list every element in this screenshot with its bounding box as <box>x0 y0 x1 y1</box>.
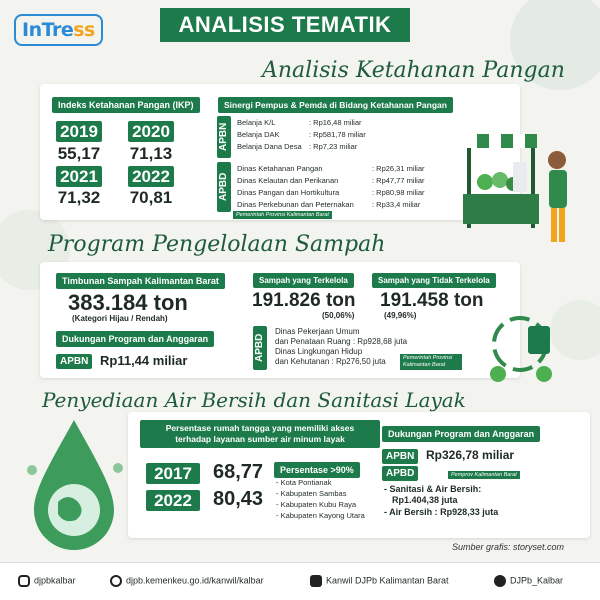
tidak-terkelola-pct: (49,96%) <box>384 311 417 320</box>
over90-list <box>276 478 365 522</box>
section-heading-air-bersih: Penyediaan Air Bersih dan Sanitasi Layak <box>42 388 466 412</box>
footer-web[interactable] <box>110 575 264 587</box>
apbd-air-line: - Air Bersih : Rp928,33 juta <box>384 507 499 517</box>
timbunan-header: Timbunan Sampah Kalimantan Barat <box>56 273 225 289</box>
footer-facebook[interactable] <box>310 575 449 587</box>
apbd-sampah-line: dan Kehutanan : Rp276,50 juta <box>275 357 386 366</box>
apbn-air-label: APBN <box>382 449 418 464</box>
terkelola-value: 191.826 ton <box>252 290 356 311</box>
apbd-list <box>237 164 452 212</box>
facebook-icon <box>310 575 322 587</box>
apbd-row: Dinas Pangan dan Hortikultura : Rp80,98 miliar <box>237 188 425 197</box>
ikp-year-2019: 2019 <box>56 121 102 142</box>
water-drop-globe-illustration <box>14 410 134 550</box>
tidak-terkelola-header: Sampah yang Tidak Terkelola <box>372 273 496 288</box>
timbunan-value: 383.184 ton <box>68 290 188 315</box>
ikp-value-2022: 70,81 <box>129 188 173 207</box>
apbd-sampah-line: Dinas Lingkungan Hidup <box>275 347 363 356</box>
over90-item: - Kabupaten Sambas <box>276 489 347 498</box>
apbd-sampah-line: dan Penataan Ruang : Rp928,68 juta <box>275 337 408 346</box>
apbn-air-value: Rp326,78 miliar <box>426 448 515 462</box>
akses-value-2022: 80,43 <box>212 488 264 510</box>
dukungan-sampah-header: Dukungan Program dan Anggaran <box>56 331 214 347</box>
tidak-terkelola-value: 191.458 ton <box>380 290 484 311</box>
apbd-note: Pemerintah Provinsi Kalimantan Barat <box>233 211 332 219</box>
apbd-sampah-note: Pemerintah Provinsi Kalimantan Barat <box>400 354 462 370</box>
ikp-value-2021: 71,32 <box>57 188 101 207</box>
ikp-value-2020: 71,13 <box>129 144 173 163</box>
over90-item: - Kabupaten Kayong Utara <box>276 511 365 520</box>
akses-header-line1: Persentase rumah tangga yang memiliki akses <box>165 423 355 433</box>
akses-year-2017: 2017 <box>146 463 200 484</box>
twitter-icon <box>494 575 506 587</box>
apbn-tab: APBN <box>217 116 231 158</box>
apbd-sampah-line: Dinas Pekerjaan Umum <box>275 327 360 336</box>
intress-logo: InTress <box>14 14 100 54</box>
apbn-row: Belanja K/L : Rp16,48 miliar <box>237 118 362 127</box>
instagram-handle: djpbkalbar <box>34 575 76 586</box>
ikp-value-2019: 55,17 <box>57 144 101 163</box>
akses-value-2017: 68,77 <box>212 461 264 483</box>
ikp-header: Indeks Ketahanan Pangan (IKP) <box>52 97 200 113</box>
facebook-name: Kanwil DJPb Kalimantan Barat <box>326 575 449 586</box>
apbd-sampah-tab: APBD <box>253 326 267 370</box>
over90-item: - Kota Pontianak <box>276 478 332 487</box>
ikp-year-2022: 2022 <box>128 166 174 187</box>
apbn-sampah-value: Rp11,44 miliar <box>100 353 188 368</box>
globe-icon <box>110 575 122 587</box>
akses-year-2022: 2022 <box>146 490 200 511</box>
web-url: djpb.kemenkeu.go.id/kanwil/kalbar <box>126 575 264 586</box>
twitter-handle: DJPb_Kalbar <box>510 575 564 586</box>
ikp-year-2020: 2020 <box>128 121 174 142</box>
apbd-air-list <box>384 484 498 518</box>
over90-item: - Kabupaten Kubu Raya <box>276 500 357 509</box>
sinergi-header: Sinergi Pempus & Pemda di Bidang Ketahanan Pangan <box>218 97 453 113</box>
footer-instagram[interactable] <box>18 575 76 587</box>
footer-twitter[interactable] <box>494 575 563 587</box>
section-heading-sampah: Program Pengelolaan Sampah <box>48 232 386 257</box>
apbd-air-label: APBD <box>382 466 418 481</box>
apbd-row: Dinas Perkebunan dan Peternakan : Rp33,4 miliar <box>237 200 421 209</box>
apbd-tab: APBD <box>217 162 231 212</box>
apbd-air-line: Rp1.404,38 juta <box>392 495 458 505</box>
source-credit: Sumber grafis: storyset.com <box>452 542 565 552</box>
recycling-illustration <box>478 306 568 386</box>
apbn-row: Belanja Dana Desa : Rp7,23 miliar <box>237 142 358 151</box>
apbn-sampah-label: APBN <box>56 354 92 369</box>
apbd-air-note: Pemprov Kalimantan Barat <box>448 471 520 479</box>
terkelola-pct: (50,06%) <box>322 311 355 320</box>
over90-header: Persentase >90% <box>274 462 360 478</box>
instagram-icon <box>18 575 30 587</box>
terkelola-header: Sampah yang Terkelola <box>253 273 354 288</box>
section-heading-ketahanan-pangan: Analisis Ketahanan Pangan <box>262 58 565 83</box>
footer <box>0 562 600 600</box>
akses-header <box>140 420 380 448</box>
apbn-row: Belanja DAK : Rp581,78 miliar <box>237 130 366 139</box>
page-title: ANALISIS TEMATIK <box>160 8 410 42</box>
dukungan-air-header: Dukungan Program dan Anggaran <box>382 426 540 442</box>
apbd-air-line: - Sanitasi & Air Bersih: <box>384 484 482 494</box>
ikp-year-2021: 2021 <box>56 166 102 187</box>
apbn-list <box>237 118 387 154</box>
akses-header-line2: terhadap layanan sumber air minum layak <box>175 434 345 444</box>
apbd-row: Dinas Kelautan dan Perikanan : Rp47,77 miliar <box>237 176 425 185</box>
timbunan-sub: (Kategori Hijau / Rendah) <box>72 314 168 323</box>
market-stall-illustration <box>455 112 580 262</box>
apbd-sampah-list <box>275 327 407 367</box>
apbd-row: Dinas Ketahanan Pangan : Rp26,31 miliar <box>237 164 425 173</box>
